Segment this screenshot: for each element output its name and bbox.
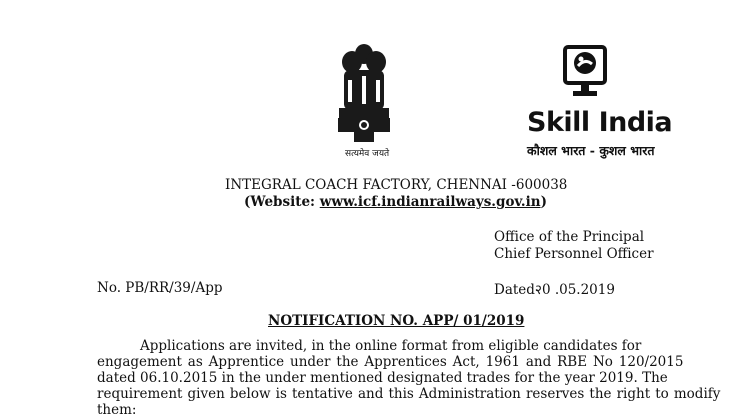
website-line [244, 194, 547, 210]
paragraph-line: requirement given below is tentative and this Administration reserves the right to modify [97, 386, 721, 402]
paragraph-line: Applications are invited, in the online format from eligible candidates for [140, 338, 642, 354]
paragraph-line: them: [97, 402, 137, 418]
reference-date: Dated२0 .05.2019 [494, 282, 615, 298]
skill-india-tagline: कौशल भारत - कुशल भारत [527, 143, 655, 158]
office-line-1: Office of the Principal [494, 229, 645, 245]
organization-name: INTEGRAL COACH FACTORY, CHENNAI -600038 [225, 177, 568, 193]
website-prefix: (Website: [244, 194, 320, 210]
website-suffix: ) [540, 194, 547, 210]
reference-number: No. PB/RR/39/App [97, 280, 223, 296]
notification-title: NOTIFICATION NO. APP/ 01/2019 [268, 313, 525, 329]
office-line-2: Chief Personnel Officer [494, 246, 654, 262]
emblem-caption: सत्यमेव जयते [345, 149, 390, 159]
website-link[interactable]: www.icf.indianrailways.gov.in [319, 194, 541, 210]
paragraph-line: dated 06.10.2015 in the under mentioned designated trades for the year 2019. The [97, 370, 668, 386]
skill-india-logo-icon [562, 44, 608, 102]
skill-india-title: Skill India [527, 107, 673, 138]
paragraph-line: engagement as Apprentice under the Apprentices Act, 1961 and RBE No 120/2015 [97, 354, 684, 370]
